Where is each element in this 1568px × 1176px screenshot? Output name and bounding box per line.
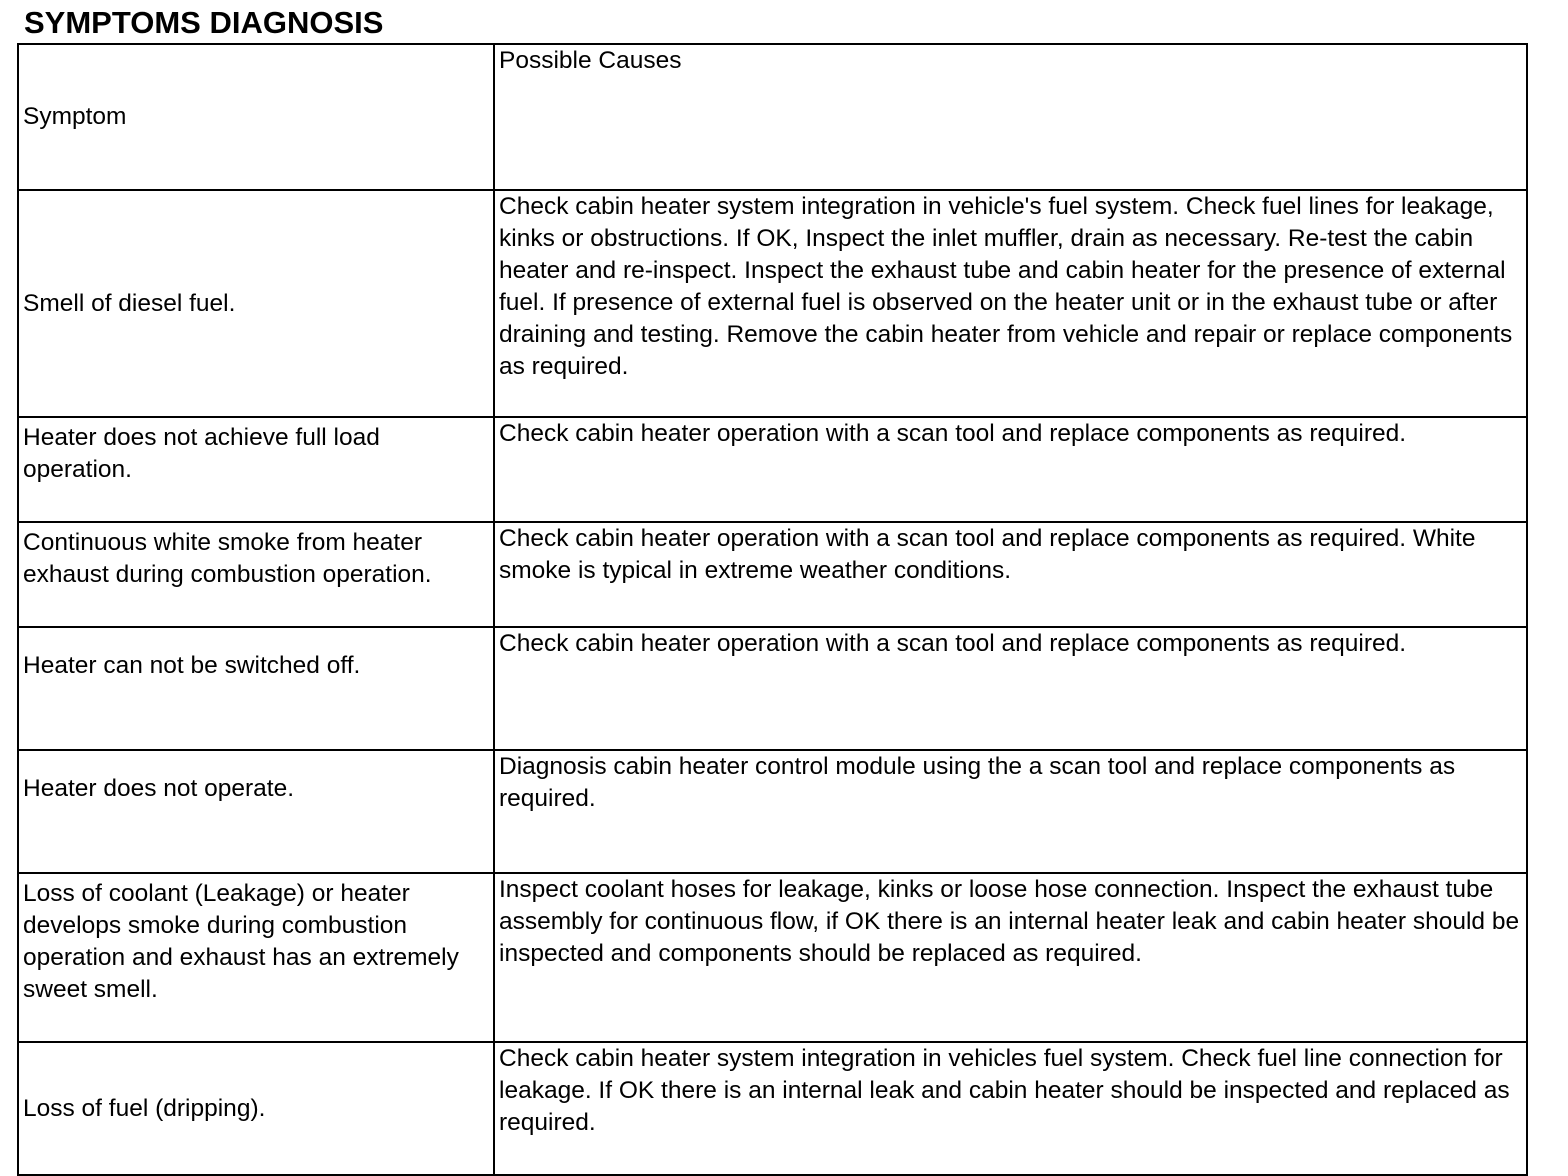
table-row xyxy=(18,190,1527,417)
symptom-cell: Continuous white smoke from heater exhaust during combustion operation. xyxy=(18,522,494,627)
table-row xyxy=(18,417,1527,522)
symptom-cell: Heater does not operate. xyxy=(18,750,494,873)
table-row xyxy=(18,750,1527,873)
possible-causes-cell: Check cabin heater system integration in vehicle's fuel system. Check fuel lines for leakage, kinks or obstructions. If OK, Inspect the inlet muffler, drain as necessary. Re-test the cabin heater and re-inspect. Inspect the exhaust tube and cabin heater for the presence of external fuel. If presence of external fuel is observed on the heater unit or in the exhaust tube or after draining and testing. Remove the cabin heater from vehicle and repair or replace components as required. xyxy=(494,190,1527,417)
table-row xyxy=(18,1042,1527,1175)
possible-causes-cell: Check cabin heater operation with a scan tool and replace components as required. White smoke is typical in extreme weather conditions. xyxy=(494,522,1527,627)
symptom-cell: Loss of coolant (Leakage) or heater develops smoke during combustion operation and exhaust has an extremely sweet smell. xyxy=(18,873,494,1042)
symptom-cell: Heater can not be switched off. xyxy=(18,627,494,750)
table-header-row xyxy=(18,44,1527,190)
table-row xyxy=(18,522,1527,627)
possible-causes-cell: Check cabin heater operation with a scan tool and replace components as required. xyxy=(494,627,1527,750)
possible-causes-cell: Check cabin heater operation with a scan tool and replace components as required. xyxy=(494,417,1527,522)
symptom-cell: Smell of diesel fuel. xyxy=(18,190,494,417)
symptom-cell: Loss of fuel (dripping). xyxy=(18,1042,494,1175)
symptoms-diagnosis-table xyxy=(17,43,1528,1176)
possible-causes-cell: Diagnosis cabin heater control module using the a scan tool and replace components as required. xyxy=(494,750,1527,873)
table-row xyxy=(18,873,1527,1042)
column-header-possible-causes: Possible Causes xyxy=(494,44,1527,190)
table-row xyxy=(18,627,1527,750)
page-title: SYMPTOMS DIAGNOSIS xyxy=(24,5,384,40)
symptom-cell: Heater does not achieve full load operation. xyxy=(18,417,494,522)
column-header-symptom: Symptom xyxy=(18,44,494,190)
possible-causes-cell: Check cabin heater system integration in vehicles fuel system. Check fuel line connection for leakage. If OK there is an internal leak and cabin heater should be inspected and replaced as required. xyxy=(494,1042,1527,1175)
possible-causes-cell: Inspect coolant hoses for leakage, kinks or loose hose connection. Inspect the exhaust tube assembly for continuous flow, if OK there is an internal heater leak and cabin heater should be inspected and components should be replaced as required. xyxy=(494,873,1527,1042)
